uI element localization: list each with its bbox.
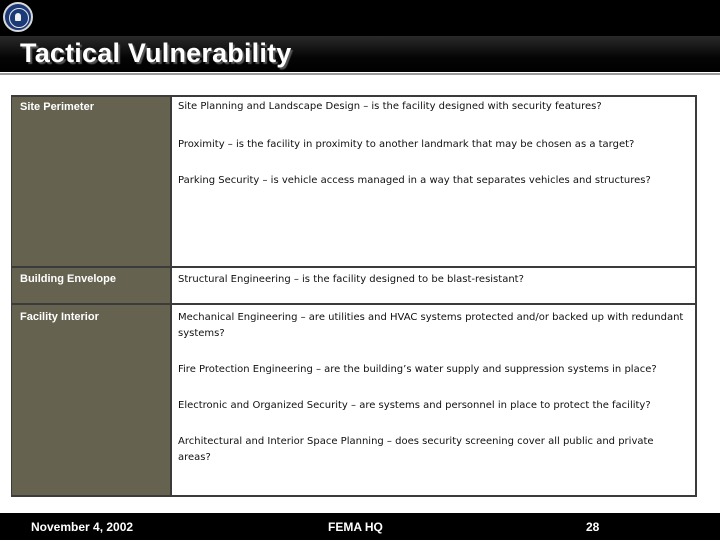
item-parking-security: Parking Security – is vehicle access managed in a way that separates vehicles and structures? [178,175,651,186]
label-cell-facility-interior [12,305,170,495]
row-label-facility-interior: Facility Interior [20,311,99,323]
item-site-planning: Site Planning and Landscape Design – is the facility designed with security features? [178,101,602,112]
footer-date: November 4, 2002 [31,520,134,534]
footer-org: FEMA HQ [328,520,383,534]
item-structural-engineering: Structural Engineering – is the facility designed to be blast-resistant? [178,274,524,285]
label-cell-site-perimeter [12,97,170,266]
item-architectural-planning: Architectural and Interior Space Planning – does security screening cover all public and private areas? [178,436,654,463]
row-label-building-envelope: Building Envelope [20,273,116,285]
item-proximity: Proximity – is the facility in proximity to another landmark that may be chosen as a target? [178,139,635,150]
title-divider [0,73,720,75]
agency-seal-icon [3,2,33,32]
item-fire-protection: Fire Protection Engineering – are the building’s water supply and suppression systems in place? [178,364,657,375]
item-mechanical-engineering: Mechanical Engineering – are utilities and HVAC systems protected and/or backed up with redundant systems? [178,312,684,339]
row-label-site-perimeter: Site Perimeter [20,101,94,113]
page-number: 28 [586,520,600,534]
top-bar [0,0,720,36]
slide-title: Tactical Vulnerability [20,38,292,68]
item-electronic-security: Electronic and Organized Security – are systems and personnel in place to protect the facility? [178,400,651,411]
